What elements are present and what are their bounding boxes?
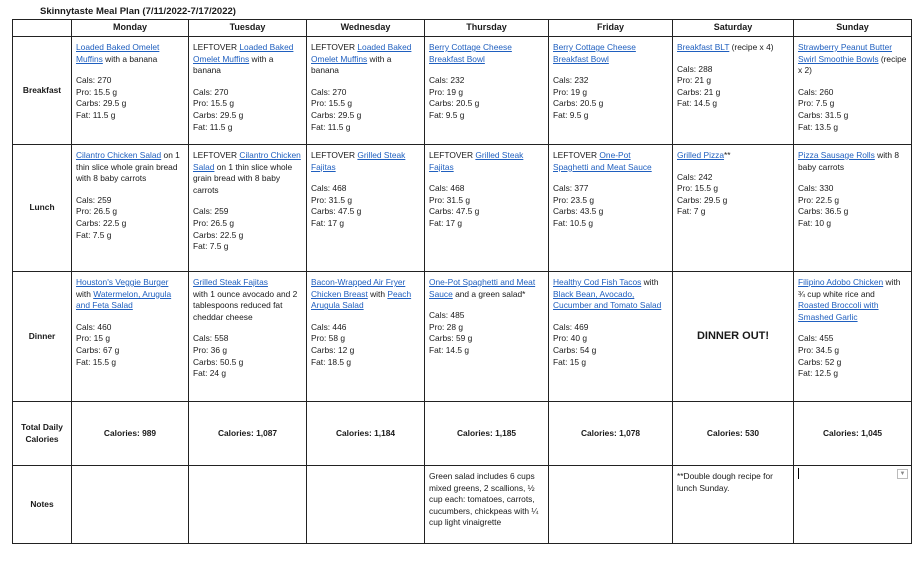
dropdown-arrow-icon[interactable]: ▼ [897,469,908,479]
meal-cell [72,145,189,272]
carbs: Carbs: 36.5 g [798,206,849,217]
meal-cell [794,272,912,402]
meal-suffix: with 8 baby carrots [798,150,900,172]
meal-cell [425,37,549,145]
carbs: Carbs: 43.5 g [553,206,604,217]
daily-total: Calories: 1,184 [307,402,425,466]
calories: Cals: 558 [193,333,229,344]
carbs: Carbs: 20.5 g [429,98,480,109]
page-title: Skinnytaste Meal Plan (7/11/2022-7/17/2022) [40,6,236,17]
calories: Cals: 259 [193,206,229,217]
calories: Cals: 242 [677,171,713,182]
meal-cell [307,37,425,145]
carbs: Carbs: 47.5 g [311,206,362,217]
row-label-dinner: Dinner [13,272,72,402]
calories: Cals: 446 [311,321,347,332]
protein: Pro: 23.5 g [553,194,594,205]
daily-total: Calories: 1,087 [189,402,307,466]
protein: Pro: 19 g [553,86,587,97]
recipe-link[interactable]: Loaded Baked Omelet Muffins [76,42,160,64]
protein: Pro: 19 g [429,86,463,97]
daily-total: Calories: 1,045 [794,402,912,466]
calories: Cals: 468 [311,183,347,194]
fat: Fat: 9.5 g [553,109,589,120]
day-header: Sunday [794,20,912,37]
protein: Pro: 26.5 g [193,217,234,228]
daily-total: Calories: 1,185 [425,402,549,466]
calories: Cals: 259 [76,194,112,205]
protein: Pro: 21 g [677,75,711,86]
carbs: Carbs: 21 g [677,86,721,97]
breakfast-row [13,37,912,145]
recipe-link[interactable]: Bacon-Wrapped Air Fryer Chicken Breast [311,277,406,299]
calories: Cals: 270 [76,75,112,86]
recipe-link[interactable]: Roasted Broccoli with Smashed Garlic [798,300,879,322]
meal-prefix: LEFTOVER [311,42,358,52]
protein: Pro: 7.5 g [798,98,835,109]
recipe-link[interactable]: Berry Cottage Cheese Breakfast Bowl [553,42,636,64]
header-row [13,20,912,37]
meal-prefix: LEFTOVER [193,150,240,160]
meal-suffix: ** [724,150,731,160]
meal-suffix: on 1 thin slice whole grain bread with 8 baby carrots [193,161,293,195]
day-header: Wednesday [307,20,425,37]
recipe-link[interactable]: Loaded Baked Omelet Muffins [311,42,412,64]
fat: Fat: 10 g [798,217,832,228]
recipe-link[interactable]: Watermelon, Arugula and Feta Salad [76,288,172,311]
recipe-link[interactable]: Grilled Steak Fajitas [429,150,524,172]
carbs: Carbs: 29.5 g [193,109,244,120]
fat: Fat: 17 g [311,217,345,228]
row-label-notes: Notes [13,466,72,544]
meal-connector: with [76,288,94,299]
corner-cell [13,20,72,37]
row-label-lunch: Lunch [13,145,72,272]
meal-cell [189,272,307,402]
fat: Fat: 14.5 g [429,344,470,355]
meal-connector: with ¾ cup white rice and [798,277,901,299]
calories: Cals: 288 [677,63,713,74]
text-cursor [798,468,799,479]
recipe-link[interactable]: Grilled Pizza [677,150,725,160]
meal-cell [72,37,189,145]
meal-cell [425,272,549,402]
day-header: Friday [549,20,673,37]
note-cell[interactable] [425,466,549,544]
calories: Cals: 460 [76,321,112,332]
recipe-link[interactable]: Black Bean, Avocado, Cucumber and Tomato Salad [553,288,662,311]
fat: Fat: 18.5 g [311,356,352,367]
note-cell[interactable] [549,466,673,544]
meal-cell [794,37,912,145]
carbs: Carbs: 29.5 g [311,109,362,120]
fat: Fat: 14.5 g [677,98,718,109]
fat: Fat: 24 g [193,368,227,379]
carbs: Carbs: 54 g [553,344,597,355]
fat: Fat: 11.5 g [311,121,351,132]
meal-cell [549,145,673,272]
fat: Fat: 17 g [429,217,463,228]
protein: Pro: 15.5 g [193,98,234,109]
recipe-link[interactable]: Filipino Adobo Chicken [798,277,884,287]
note-cell[interactable] [72,466,189,544]
meal-cell [72,272,189,402]
protein: Pro: 15.5 g [76,86,117,97]
calories: Cals: 377 [553,183,589,194]
protein: Pro: 22.5 g [798,194,839,205]
protein: Pro: 15.5 g [311,98,352,109]
meal-cell [673,145,794,272]
protein: Pro: 26.5 g [76,206,117,217]
note-text: Green salad includes 6 cups mixed greens, 2 scallions, ½ cup each: tomatoes, carrots, cucumbers, chickpeas with ¼ cup light vinaigrette [429,471,539,528]
meal-suffix: (recipe x 2) [798,53,907,76]
carbs: Carbs: 59 g [429,333,473,344]
protein: Pro: 31.5 g [429,194,470,205]
meal-cell [673,37,794,145]
lunch-row [13,145,912,272]
recipe-link[interactable]: Strawberry Peanut Butter Swirl Smoothie Bowls [798,42,893,64]
meal-suffix: and a green salad* [452,288,526,299]
fat: Fat: 15.5 g [76,356,117,367]
carbs: Carbs: 29.5 g [76,98,127,109]
row-label-total: Total Daily Calories [13,402,72,466]
day-header: Thursday [425,20,549,37]
meal-cell [673,272,794,402]
fat: Fat: 12.5 g [798,368,839,379]
protein: Pro: 36 g [193,344,227,355]
note-cell[interactable] [189,466,307,544]
recipe-link[interactable]: Peach Arugula Salad [311,288,412,311]
note-text: **Double dough recipe for lunch Sunday. [677,471,773,493]
protein: Pro: 58 g [311,333,345,344]
dinner-row [13,272,912,402]
recipe-link[interactable]: Pizza Sausage Rolls [798,150,875,160]
calories: Cals: 260 [798,86,834,97]
meal-suffix: with a banana [311,53,392,76]
recipe-link[interactable]: Loaded Baked Omelet Muffins [193,42,294,64]
daily-total: Calories: 1,078 [549,402,673,466]
meal-suffix: (recipe x 4) [729,42,774,52]
carbs: Carbs: 52 g [798,356,842,367]
day-header: Tuesday [189,20,307,37]
meal-suffix: on 1 thin slice whole grain bread with 8 baby carrots [76,150,180,184]
daily-total: Calories: 530 [673,402,794,466]
calories: Cals: 270 [311,86,347,97]
carbs: Carbs: 50.5 g [193,356,244,367]
recipe-link[interactable]: One-Pot Spaghetti and Meat Sauce [553,150,652,172]
recipe-link[interactable]: Cilantro Chicken Salad [76,150,162,160]
calories: Cals: 270 [193,86,229,97]
carbs: Carbs: 47.5 g [429,206,480,217]
meal-cell [549,272,673,402]
meal-suffix: with a banana [193,53,274,76]
protein: Pro: 34.5 g [798,344,839,355]
row-label-breakfast: Breakfast [13,37,72,145]
recipe-link[interactable]: One-Pot Spaghetti and Meat Sauce [429,277,536,299]
recipe-link[interactable]: Healthy Cod Fish Tacos [553,277,642,287]
calories: Cals: 232 [429,75,465,86]
carbs: Carbs: 12 g [311,344,355,355]
fat: Fat: 13.5 g [798,121,839,132]
note-cell[interactable] [673,466,794,544]
meal-prefix: LEFTOVER [311,150,358,160]
calories: Cals: 469 [553,321,589,332]
notes-row [13,466,912,544]
meal-prefix: LEFTOVER [553,150,600,160]
meal-cell [794,145,912,272]
carbs: Carbs: 31.5 g [798,109,849,120]
meal-cell [189,37,307,145]
calories: Cals: 330 [798,183,834,194]
fat: Fat: 10.5 g [553,217,594,228]
recipe-link[interactable]: Berry Cottage Cheese Breakfast Bowl [429,42,512,64]
protein: Pro: 28 g [429,321,463,332]
calories: Cals: 232 [553,75,589,86]
calories: Cals: 485 [429,310,465,321]
meal-cell [189,145,307,272]
protein: Pro: 15 g [76,333,110,344]
dinner-out-label: DINNER OUT! [696,329,770,342]
protein: Pro: 31.5 g [311,194,352,205]
meal-prefix: LEFTOVER [429,150,476,160]
recipe-link[interactable]: Houston's Veggie Burger [76,277,169,287]
day-header: Monday [72,20,189,37]
fat: Fat: 11.5 g [193,121,233,132]
calories: Cals: 455 [798,333,834,344]
day-header: Saturday [673,20,794,37]
meal-connector: with [367,288,388,299]
recipe-link[interactable]: Grilled Steak Fajitas [193,277,268,287]
fat: Fat: 7 g [677,206,706,217]
meal-suffix: with a banana [102,53,158,64]
fat: Fat: 15 g [553,356,587,367]
meal-cell [425,145,549,272]
daily-total: Calories: 989 [72,402,189,466]
recipe-link[interactable]: Breakfast BLT [677,42,730,52]
meal-prefix: LEFTOVER [193,42,240,52]
note-cell[interactable] [307,466,425,544]
totals-row [13,402,912,466]
carbs: Carbs: 22.5 g [76,217,127,228]
fat: Fat: 7.5 g [76,229,112,240]
recipe-link[interactable]: Grilled Steak Fajitas [311,150,406,172]
meal-suffix: with 1 ounce avocado and 2 tablespoons reduced fat cheddar cheese [193,288,298,322]
meal-cell [549,37,673,145]
carbs: Carbs: 29.5 g [677,194,728,205]
carbs: Carbs: 22.5 g [193,229,244,240]
meal-plan-table [12,19,912,544]
protein: Pro: 40 g [553,333,587,344]
protein: Pro: 15.5 g [677,183,718,194]
fat: Fat: 11.5 g [76,109,116,120]
fat: Fat: 7.5 g [193,241,229,252]
carbs: Carbs: 20.5 g [553,98,604,109]
note-cell-active[interactable] [794,466,912,544]
calories: Cals: 468 [429,183,465,194]
recipe-link[interactable]: Cilantro Chicken Salad [193,150,301,172]
carbs: Carbs: 67 g [76,344,120,355]
meal-cell [307,145,425,272]
meal-connector: with [641,277,659,287]
meal-cell [307,272,425,402]
fat: Fat: 9.5 g [429,109,465,120]
